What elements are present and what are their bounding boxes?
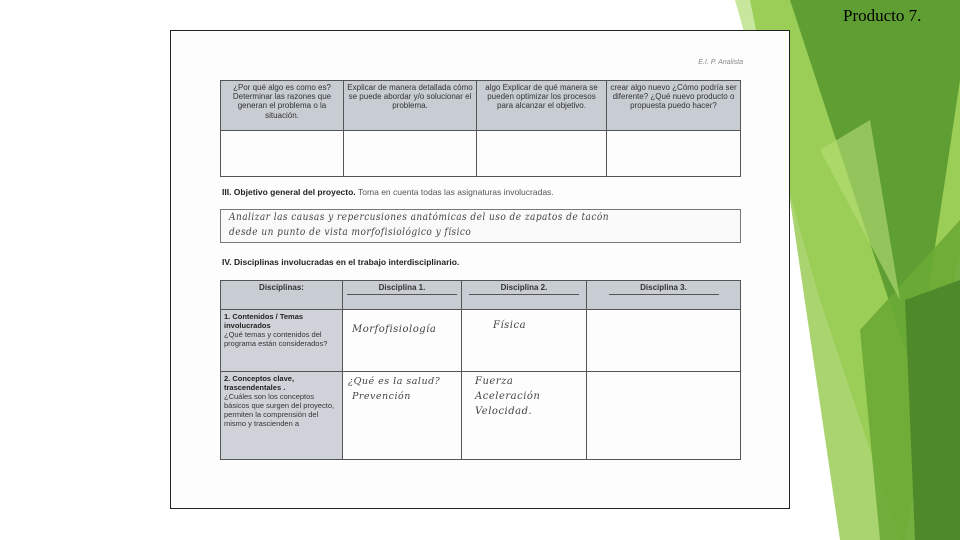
row-1-discipline-3	[587, 310, 741, 372]
top-header-1: ¿Por qué algo es como es? Determinar las razones que generan el problema o la situación.	[221, 81, 344, 131]
top-cell-3	[477, 131, 607, 177]
row-2-d2-handwriting-1: Fuerza	[475, 376, 514, 387]
row-2-d1-handwriting-2: Prevención	[352, 391, 411, 402]
section-3-heading	[222, 187, 554, 197]
document-reference: E.I. P. Analista	[698, 59, 743, 66]
disciplines-table	[220, 280, 741, 460]
row-2-d2-handwriting-2: Aceleración	[475, 391, 541, 402]
top-cell-2	[344, 131, 477, 177]
row-2-discipline-1	[343, 372, 462, 460]
discipline-3-blank-line	[609, 293, 719, 295]
discipline-2-header	[462, 281, 587, 310]
row-1-label-rest: ¿Qué temas y contenidos del programa están considerados?	[224, 330, 328, 348]
section-3-note: Toma en cuenta todas las asignaturas involucradas.	[358, 187, 554, 197]
row-1-discipline-2	[462, 310, 587, 372]
row-2-d1-handwriting-1: ¿Qué es la salud?	[348, 376, 441, 387]
objective-box	[220, 209, 741, 243]
slide-title: Producto 7.	[843, 6, 922, 25]
row-1-discipline-1	[343, 310, 462, 372]
row-2-discipline-3	[587, 372, 741, 460]
row-1-d2-handwriting: Física	[493, 320, 527, 331]
top-header-3: algo Explicar de qué manera se pueden optimizar los procesos para alcanzar el objetivo.	[477, 81, 607, 131]
row-1-label-bold: 1. Contenidos / Temas involucrados	[224, 312, 304, 330]
row-2-discipline-2	[462, 372, 587, 460]
top-cell-1	[221, 131, 344, 177]
section-3-title: III. Objetivo general del proyecto.	[222, 187, 356, 197]
top-table	[220, 80, 741, 177]
top-cell-4	[607, 131, 741, 177]
top-header-2: Explicar de manera detallada cómo se puede abordar y/o solucionar el problema.	[344, 81, 477, 131]
discipline-1-header	[343, 281, 462, 310]
row-2-d2-handwriting-3: Velocidad.	[475, 406, 533, 417]
row-1-d1-handwriting: Morfofisiología	[352, 324, 437, 335]
discipline-3-header	[587, 281, 741, 310]
scanned-document	[170, 30, 790, 509]
row-2-label-bold: 2. Conceptos clave, trascendentales .	[224, 374, 295, 392]
top-header-4: crear algo nuevo ¿Cómo podría ser diferente? ¿Qué nuevo producto o propuesta puedo hacer?	[607, 81, 741, 131]
disciplines-header-text: Disciplinas:	[259, 283, 304, 292]
objective-handwriting-line2: desde un punto de vista morfofisiológico y físico	[229, 227, 472, 238]
disciplines-header-label	[221, 281, 343, 310]
row-2-label-rest: ¿Cuáles son los conceptos básicos que surgen del proyecto, permiten la comprensión del mismo y trascienden a	[224, 392, 335, 428]
discipline-1-blank-line	[347, 293, 457, 295]
objective-handwriting-line1: Analizar las causas y repercusiones anatómicas del uso de zapatos de tacón	[229, 212, 609, 223]
discipline-1-header-text: Disciplina 1.	[378, 283, 426, 292]
discipline-3-header-text: Disciplina 3.	[640, 283, 687, 292]
row-1-label	[221, 310, 343, 372]
discipline-2-header-text: Disciplina 2.	[500, 283, 548, 292]
row-2-label	[221, 372, 343, 460]
section-4-heading: IV. Disciplinas involucradas en el trabajo interdisciplinario.	[222, 257, 460, 267]
discipline-2-blank-line	[469, 293, 579, 295]
